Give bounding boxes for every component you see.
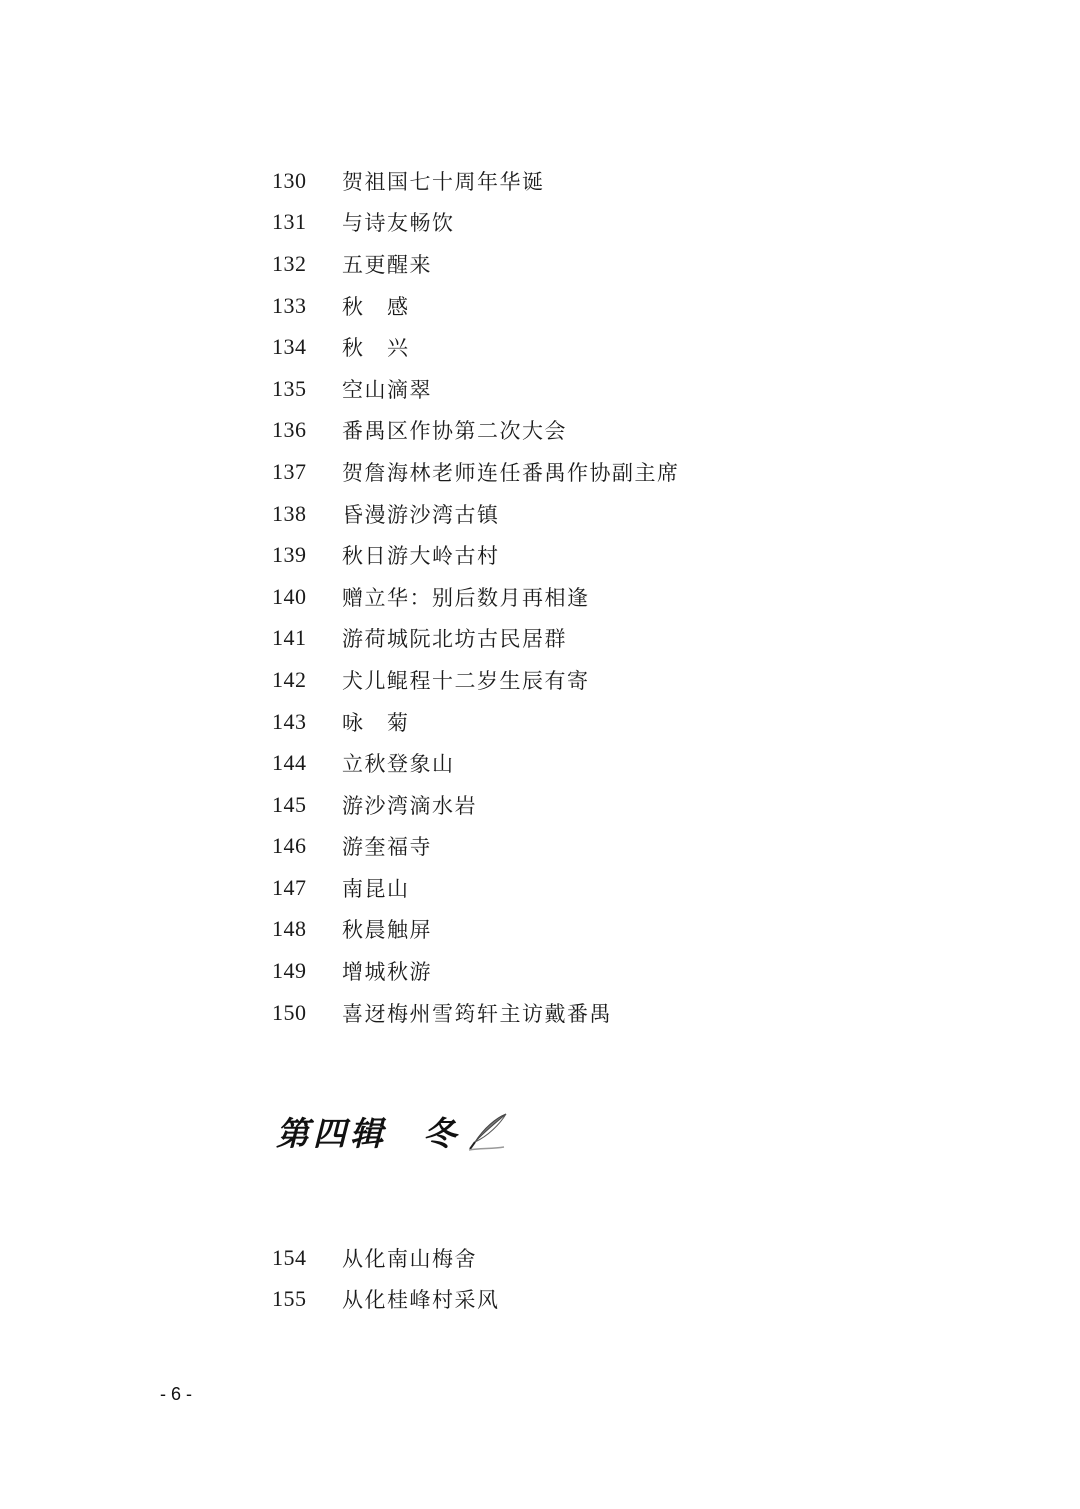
toc-entry bbox=[272, 160, 680, 202]
toc-entry-number: 132 bbox=[272, 250, 307, 276]
toc-entry bbox=[272, 784, 680, 826]
toc-entry-number: 154 bbox=[272, 1244, 307, 1270]
toc-entry-number: 137 bbox=[272, 458, 307, 484]
toc-entry-title: 从化桂峰村采风 bbox=[342, 1288, 500, 1313]
toc-entry-number: 148 bbox=[272, 916, 307, 942]
toc-entry-title: 五更醒来 bbox=[342, 252, 432, 277]
toc-entry-title: 游荷城阮北坊古民居群 bbox=[342, 627, 567, 652]
page-number: - 6 - bbox=[160, 1384, 193, 1404]
toc-entry-number: 131 bbox=[272, 209, 307, 235]
toc-entry-number: 150 bbox=[272, 999, 307, 1025]
toc-list-part2 bbox=[272, 1237, 500, 1320]
toc-entry-number: 130 bbox=[272, 167, 307, 193]
toc-entry bbox=[272, 534, 680, 576]
toc-entry-number: 141 bbox=[272, 625, 307, 651]
toc-entry bbox=[272, 451, 680, 493]
toc-entry bbox=[272, 742, 680, 784]
toc-entry-title: 贺詹海林老师连任番禺作协副主席 bbox=[342, 460, 680, 485]
toc-entry-title: 游奎福寺 bbox=[342, 835, 432, 860]
toc-entry-number: 146 bbox=[272, 833, 307, 859]
toc-entry bbox=[272, 1237, 500, 1279]
toc-entry bbox=[272, 243, 680, 285]
toc-entry bbox=[272, 701, 680, 743]
section-heading bbox=[276, 1108, 510, 1155]
toc-entry-title: 赠立华：别后数月再相逢 bbox=[342, 585, 590, 610]
toc-entry bbox=[272, 826, 680, 868]
toc-entry-title: 从化南山梅舍 bbox=[342, 1246, 477, 1271]
section-season: 冬 bbox=[423, 1114, 456, 1153]
toc-entry-number: 136 bbox=[272, 417, 307, 443]
toc-entry bbox=[272, 410, 680, 452]
toc-entry bbox=[272, 618, 680, 660]
toc-entry-number: 143 bbox=[272, 708, 307, 734]
toc-entry-title: 立秋登象山 bbox=[342, 752, 455, 777]
toc-entry-title: 喜迓梅州雪筠轩主访戴番禺 bbox=[342, 1001, 612, 1026]
toc-entry-number: 134 bbox=[272, 334, 307, 360]
toc-entry-title: 南昆山 bbox=[342, 876, 410, 901]
toc-entry-number: 142 bbox=[272, 666, 307, 692]
toc-entry-number: 147 bbox=[272, 874, 307, 900]
toc-entry-title: 秋 感 bbox=[342, 294, 410, 319]
toc-entry-title: 与诗友畅饮 bbox=[342, 211, 455, 236]
toc-entry-title: 秋 兴 bbox=[342, 336, 410, 361]
toc-entry-number: 133 bbox=[272, 292, 307, 318]
toc-entry-number: 138 bbox=[272, 500, 307, 526]
toc-entry-title: 增城秋游 bbox=[342, 960, 432, 985]
section-title: 第四辑 bbox=[276, 1114, 387, 1153]
toc-entry bbox=[272, 1279, 500, 1321]
toc-entry bbox=[272, 909, 680, 951]
toc-entry-title: 空山滴翠 bbox=[342, 377, 432, 402]
toc-entry bbox=[272, 368, 680, 410]
toc-entry bbox=[272, 950, 680, 992]
toc-entry-number: 149 bbox=[272, 958, 307, 984]
toc-entry bbox=[272, 202, 680, 244]
toc-entry bbox=[272, 867, 680, 909]
toc-entry bbox=[272, 493, 680, 535]
toc-entry-number: 144 bbox=[272, 750, 307, 776]
toc-entry-title: 秋晨触屏 bbox=[342, 918, 432, 943]
toc-entry-number: 140 bbox=[272, 583, 307, 609]
toc-entry-number: 135 bbox=[272, 375, 307, 401]
toc-entry-title: 贺祖国七十周年华诞 bbox=[342, 169, 545, 194]
toc-entry-title: 犬儿鲲程十二岁生辰有寄 bbox=[342, 668, 590, 693]
toc-entry bbox=[272, 285, 680, 327]
toc-entry bbox=[272, 659, 680, 701]
toc-entry-title: 秋日游大岭古村 bbox=[342, 544, 500, 569]
toc-entry-title: 番禺区作协第二次大会 bbox=[342, 419, 567, 444]
toc-entry-number: 145 bbox=[272, 791, 307, 817]
toc-entry-title: 昏漫游沙湾古镇 bbox=[342, 502, 500, 527]
toc-entry-title: 游沙湾滴水岩 bbox=[342, 793, 477, 818]
toc-entry-number: 155 bbox=[272, 1286, 307, 1312]
toc-entry bbox=[272, 992, 680, 1034]
toc-entry-number: 139 bbox=[272, 542, 307, 568]
toc-entry-title: 咏 菊 bbox=[342, 710, 410, 735]
toc-entry bbox=[272, 576, 680, 618]
toc-list-part1 bbox=[272, 160, 680, 1033]
toc-entry bbox=[272, 326, 680, 368]
quill-pen-icon bbox=[466, 1112, 510, 1152]
